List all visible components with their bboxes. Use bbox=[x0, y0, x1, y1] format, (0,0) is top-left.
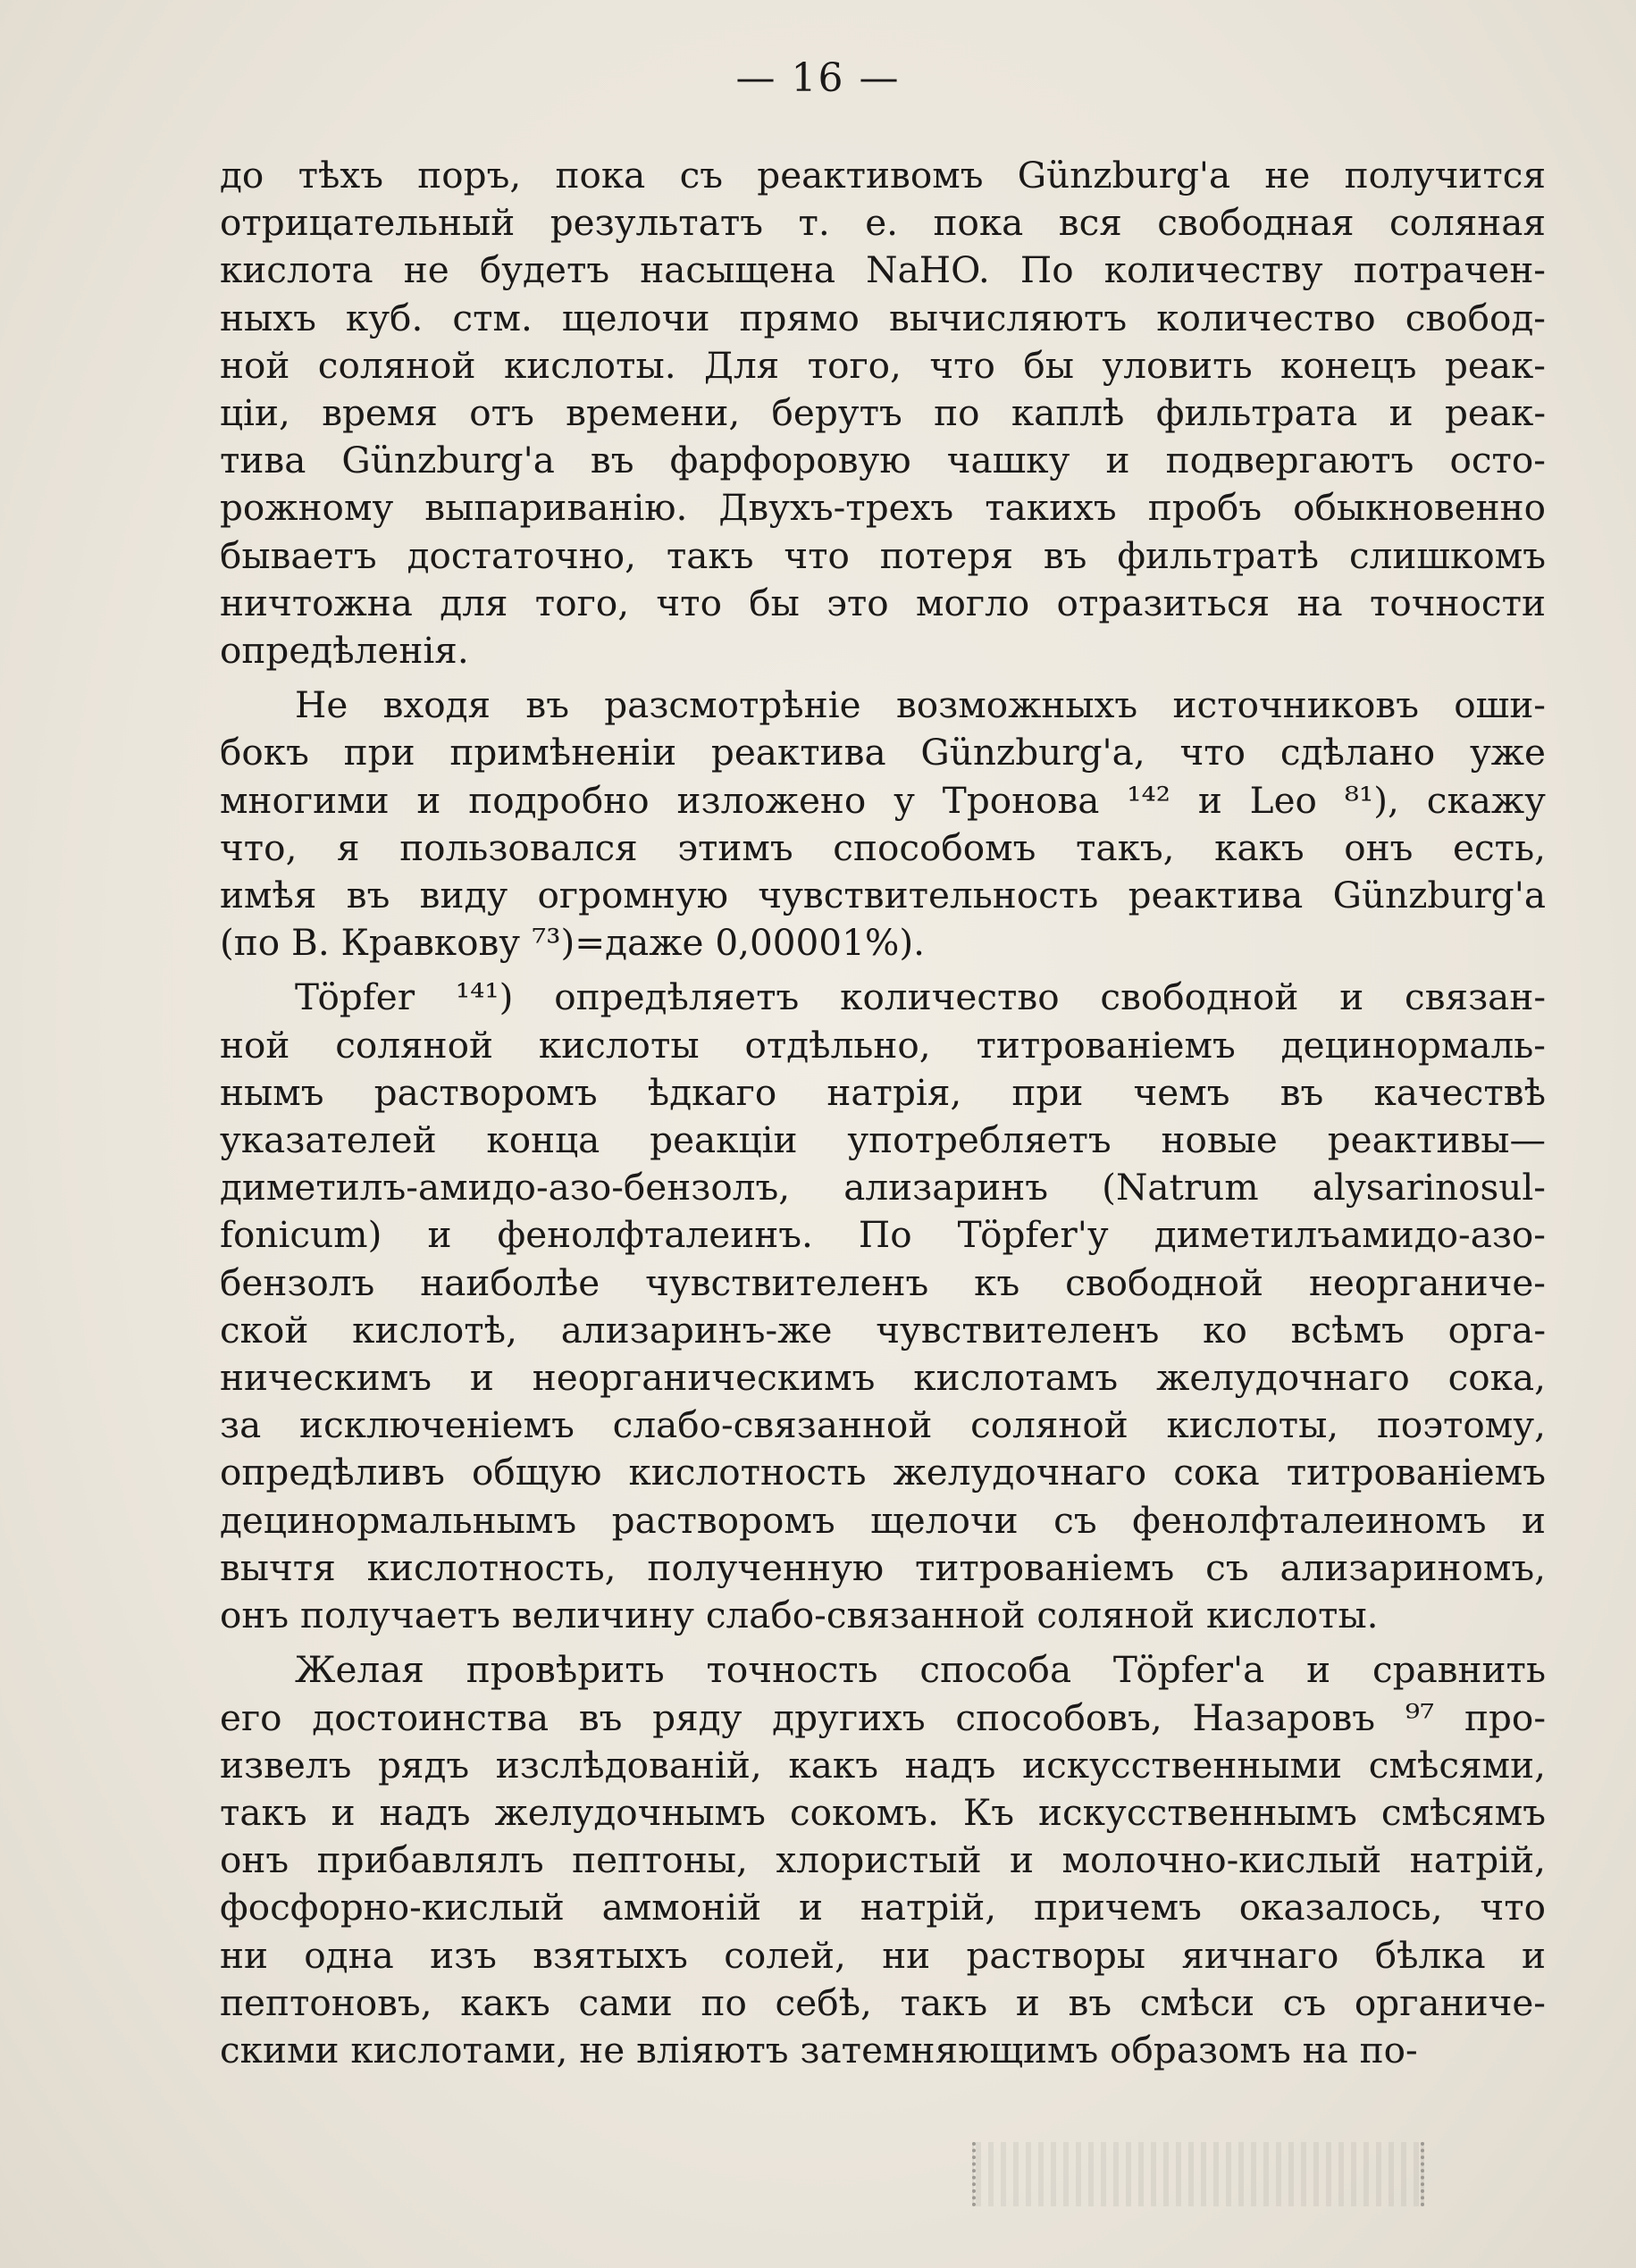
text-line: что, я пользовался этимъ способомъ такъ, какъ онъ есть, bbox=[220, 825, 1546, 869]
text-line: нымъ растворомъ ѣдкаго натрія, при чемъ въ качествѣ bbox=[220, 1070, 1546, 1114]
text-line: пептоновъ, какъ сами по себѣ, такъ и въ смѣси съ органиче- bbox=[220, 1980, 1546, 2024]
text-line: ническимъ и неорганическимъ кислотамъ желудочнаго сока, bbox=[220, 1356, 1546, 1400]
text-line: кислота не будетъ насыщена NaHO. По количеству потрачен- bbox=[220, 248, 1546, 292]
text-line: отрицательный результатъ т. е. пока вся свободная соляная bbox=[220, 201, 1546, 245]
text-line: Не входя въ разсмотрѣніе возможныхъ источниковъ оши- bbox=[295, 683, 1546, 727]
paragraph bbox=[220, 152, 1546, 674]
page-number: — 16 — bbox=[735, 55, 901, 101]
text-line: опредѣленія. bbox=[220, 629, 469, 673]
text-line: ной соляной кислоты. Для того, что бы уловить конецъ реак- bbox=[220, 343, 1546, 387]
text-line: до тѣхъ поръ, пока съ реактивомъ Günzburg'а не получится bbox=[220, 154, 1546, 197]
text-line: такъ и надъ желудочнымъ сокомъ. Къ искусственнымъ смѣсямъ bbox=[220, 1790, 1546, 1834]
text-line: многими и подробно изложено у Тронова ¹⁴² и Leo ⁸¹), скажу bbox=[220, 778, 1546, 822]
text-line: рожному выпариванію. Двухъ-трехъ такихъ пробъ обыкновенно bbox=[220, 486, 1546, 530]
text-line: онъ получаетъ величину слабо-связанной соляной кислоты. bbox=[220, 1594, 1379, 1637]
text-line: опредѣливъ общую кислотность желудочнаго сока титрованіемъ bbox=[220, 1451, 1546, 1494]
paragraph bbox=[220, 974, 1546, 1639]
text-line: бываетъ достаточно, такъ что потеря въ фильтратѣ слишкомъ bbox=[220, 533, 1546, 577]
text-line: скими кислотами, не вліяютъ затемняющимъ образомъ на по- bbox=[220, 2028, 1418, 2071]
text-line: указателей конца реакціи употребляетъ новые реактивы— bbox=[220, 1118, 1546, 1162]
text-line: извелъ рядъ изслѣдованій, какъ надъ искусственными смѣсями, bbox=[220, 1743, 1546, 1787]
paragraph bbox=[220, 682, 1546, 967]
text-line: вычтя кислотность, полученную титрованіемъ съ ализариномъ, bbox=[220, 1545, 1546, 1589]
text-line: бензолъ наиболѣе чувствителенъ къ свободной неорганиче- bbox=[220, 1260, 1546, 1304]
text-line: ни одна изъ взятыхъ солей, ни растворы яичнаго бѣлка и bbox=[220, 1933, 1546, 1977]
text-line: Желая провѣрить точность способа Töpfer'а и сравнить bbox=[295, 1648, 1546, 1692]
text-line: имѣя въ виду огромную чувствительность реактива Günzburg'а bbox=[220, 874, 1546, 917]
text-line: фосфорно-кислый аммоній и натрій, причемъ оказалось, что bbox=[220, 1886, 1546, 1929]
text-line: fonicum) и фенолфталеинъ. По Töpfer'у диметилъамидо-азо- bbox=[220, 1213, 1546, 1257]
paragraph bbox=[220, 1646, 1546, 2074]
body-text bbox=[220, 152, 1546, 2081]
text-line: ціи, время отъ времени, берутъ по каплѣ фильтрата и реак- bbox=[220, 391, 1546, 435]
text-line: за исключеніемъ слабо-связанной соляной кислоты, поэтому, bbox=[220, 1403, 1546, 1447]
text-line: децинормальнымъ растворомъ щелочи съ фенолфталеиномъ и bbox=[220, 1498, 1546, 1542]
text-line: диметилъ-амидо-азо-бензолъ, ализаринъ (Natrum alysarinosul- bbox=[220, 1166, 1546, 1209]
library-stamp bbox=[972, 2142, 1424, 2206]
text-line: (по В. Кравкову ⁷³)=даже 0,00001%). bbox=[220, 921, 925, 965]
text-line: бокъ при примѣненіи реактива Günzburg'а, что сдѣлано уже bbox=[220, 731, 1546, 774]
text-line: Töpfer ¹⁴¹) опредѣляетъ количество свободной и связан- bbox=[295, 975, 1546, 1019]
text-line: ной соляной кислоты отдѣльно, титрованіемъ децинормаль- bbox=[220, 1023, 1546, 1067]
text-line: его достоинства въ ряду другихъ способовъ, Назаровъ ⁹⁷ про- bbox=[220, 1695, 1546, 1739]
text-line: тива Günzburg'а въ фарфоровую чашку и подвергаютъ осто- bbox=[220, 439, 1546, 482]
text-line: ничтожна для того, что бы это могло отразиться на точности bbox=[220, 581, 1546, 624]
text-line: ныхъ куб. стм. щелочи прямо вычисляютъ количество свобод- bbox=[220, 296, 1546, 339]
text-line: онъ прибавлялъ пептоны, хлористый и молочно-кислый натрій, bbox=[220, 1838, 1546, 1882]
text-line: ской кислотѣ, ализаринъ-же чувствителенъ ко всѣмъ орга- bbox=[220, 1308, 1546, 1352]
